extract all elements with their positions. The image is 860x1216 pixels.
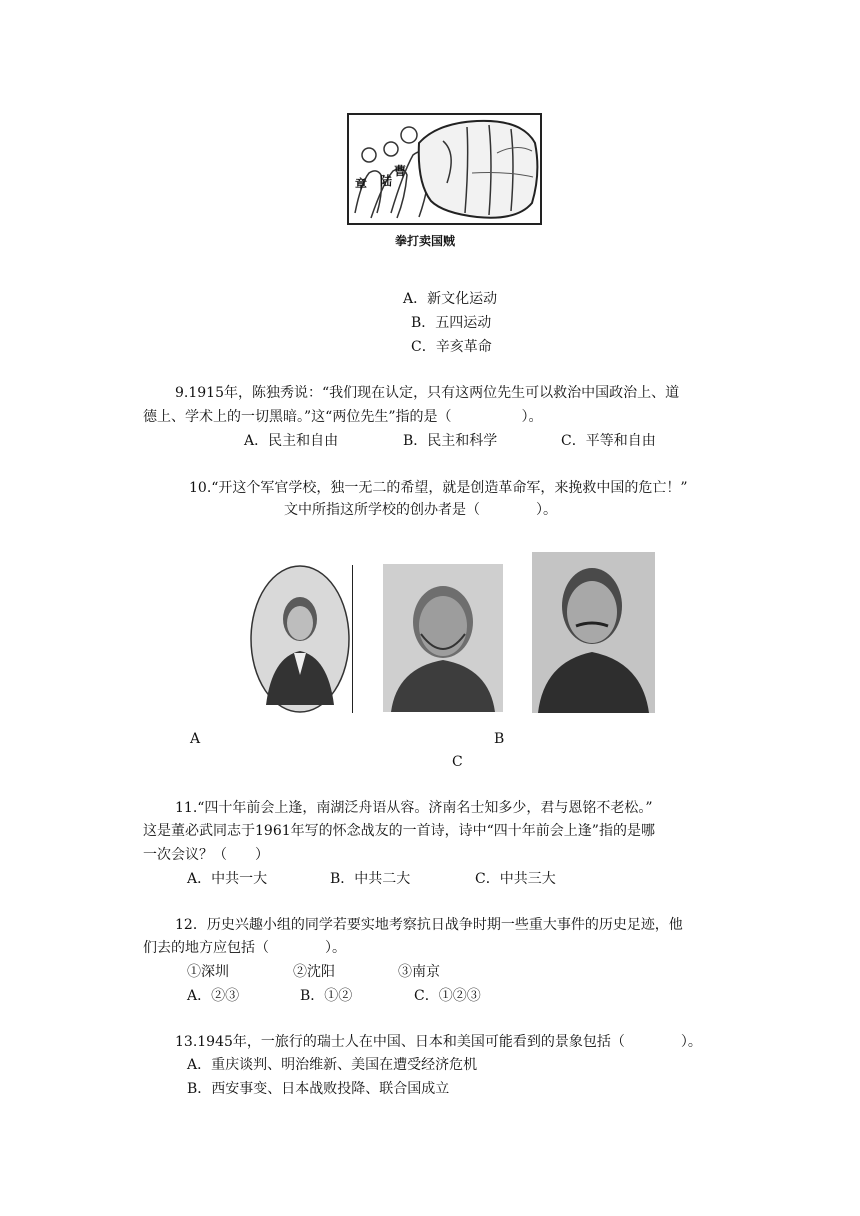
q10-line-2: 文中所指这所学校的创办者是（ ）。 bbox=[284, 502, 557, 518]
q9-option-a: A．民主和自由 bbox=[244, 433, 339, 449]
cartoon-drawing bbox=[347, 113, 542, 250]
q12-option-c: C．①②③ bbox=[414, 988, 481, 1004]
q11-option-a: A．中共一大 bbox=[187, 871, 268, 887]
q8-option-b: B．五四运动 bbox=[411, 315, 492, 331]
cartoon-image bbox=[347, 113, 542, 250]
portrait-a-drawing bbox=[250, 565, 350, 713]
q12-line-1: 12．历史兴趣小组的同学若要实地考察抗日战争时期一些重大事件的历史足迹，他 bbox=[175, 917, 683, 933]
cartoon-char-zhang: 章 bbox=[355, 177, 368, 191]
q9-line-2: 德上、学术上的一切黑暗。”这“两位先生”指的是（ ）。 bbox=[143, 409, 543, 425]
portrait-label-c: C bbox=[452, 754, 463, 770]
q9-line-1: 9.1915年，陈独秀说：“我们现在认定，只有这两位先生可以救治中国政治上、道 bbox=[175, 385, 680, 401]
q12-line-2: 们去的地方应包括（ ）。 bbox=[143, 940, 346, 956]
q8-option-c: C．辛亥革命 bbox=[411, 339, 492, 355]
q12-option-a: A．②③ bbox=[187, 988, 240, 1004]
q10-line-1: 10.“开这个军官学校，独一无二的希望，就是创造革命军，来挽救中国的危亡！” bbox=[189, 480, 688, 496]
q9-option-b: B．民主和科学 bbox=[403, 433, 498, 449]
q8-option-a: A．新文化运动 bbox=[403, 291, 498, 307]
portrait-a-image bbox=[250, 565, 350, 713]
q11-option-b: B．中共二大 bbox=[330, 871, 411, 887]
q11-line-1: 11.“四十年前会上逢，南湖泛舟语从容。济南名士知多少，君与恩铭不老松。” bbox=[175, 800, 653, 816]
q13-line-1: 13.1945年，一旅行的瑞士人在中国、日本和美国可能看到的景象包括（ ）。 bbox=[175, 1034, 702, 1050]
portrait-label-b: B bbox=[494, 731, 505, 747]
q13-option-b: B．西安事变、日本战败投降、联合国成立 bbox=[187, 1081, 450, 1097]
portrait-c-image bbox=[532, 552, 655, 713]
portrait-b-drawing bbox=[383, 564, 503, 712]
portrait-label-a: A bbox=[190, 731, 201, 747]
q12-option-b: B．①② bbox=[300, 988, 353, 1004]
q12-place-1: ①深圳 bbox=[187, 964, 229, 980]
cartoon-char-cao: 曹 bbox=[394, 164, 407, 178]
q11-line-3: 一次会议？（ ） bbox=[143, 847, 269, 863]
q12-place-3: ③南京 bbox=[398, 964, 440, 980]
portrait-c-drawing bbox=[532, 552, 655, 713]
q11-option-c: C．中共三大 bbox=[475, 871, 556, 887]
portrait-b-image bbox=[383, 564, 503, 712]
cartoon-char-lu: 陆 bbox=[380, 174, 393, 188]
q12-place-2: ②沈阳 bbox=[293, 964, 335, 980]
q13-option-a: A．重庆谈判、明治维新、美国在遭受经济危机 bbox=[187, 1057, 478, 1073]
photo-divider bbox=[352, 565, 353, 713]
q11-line-2: 这是董必武同志于1961年写的怀念战友的一首诗，诗中“四十年前会上逢”指的是哪 bbox=[143, 823, 655, 839]
q9-option-c: C．平等和自由 bbox=[561, 433, 656, 449]
cartoon-caption: 拳打卖国贼 bbox=[395, 234, 456, 248]
